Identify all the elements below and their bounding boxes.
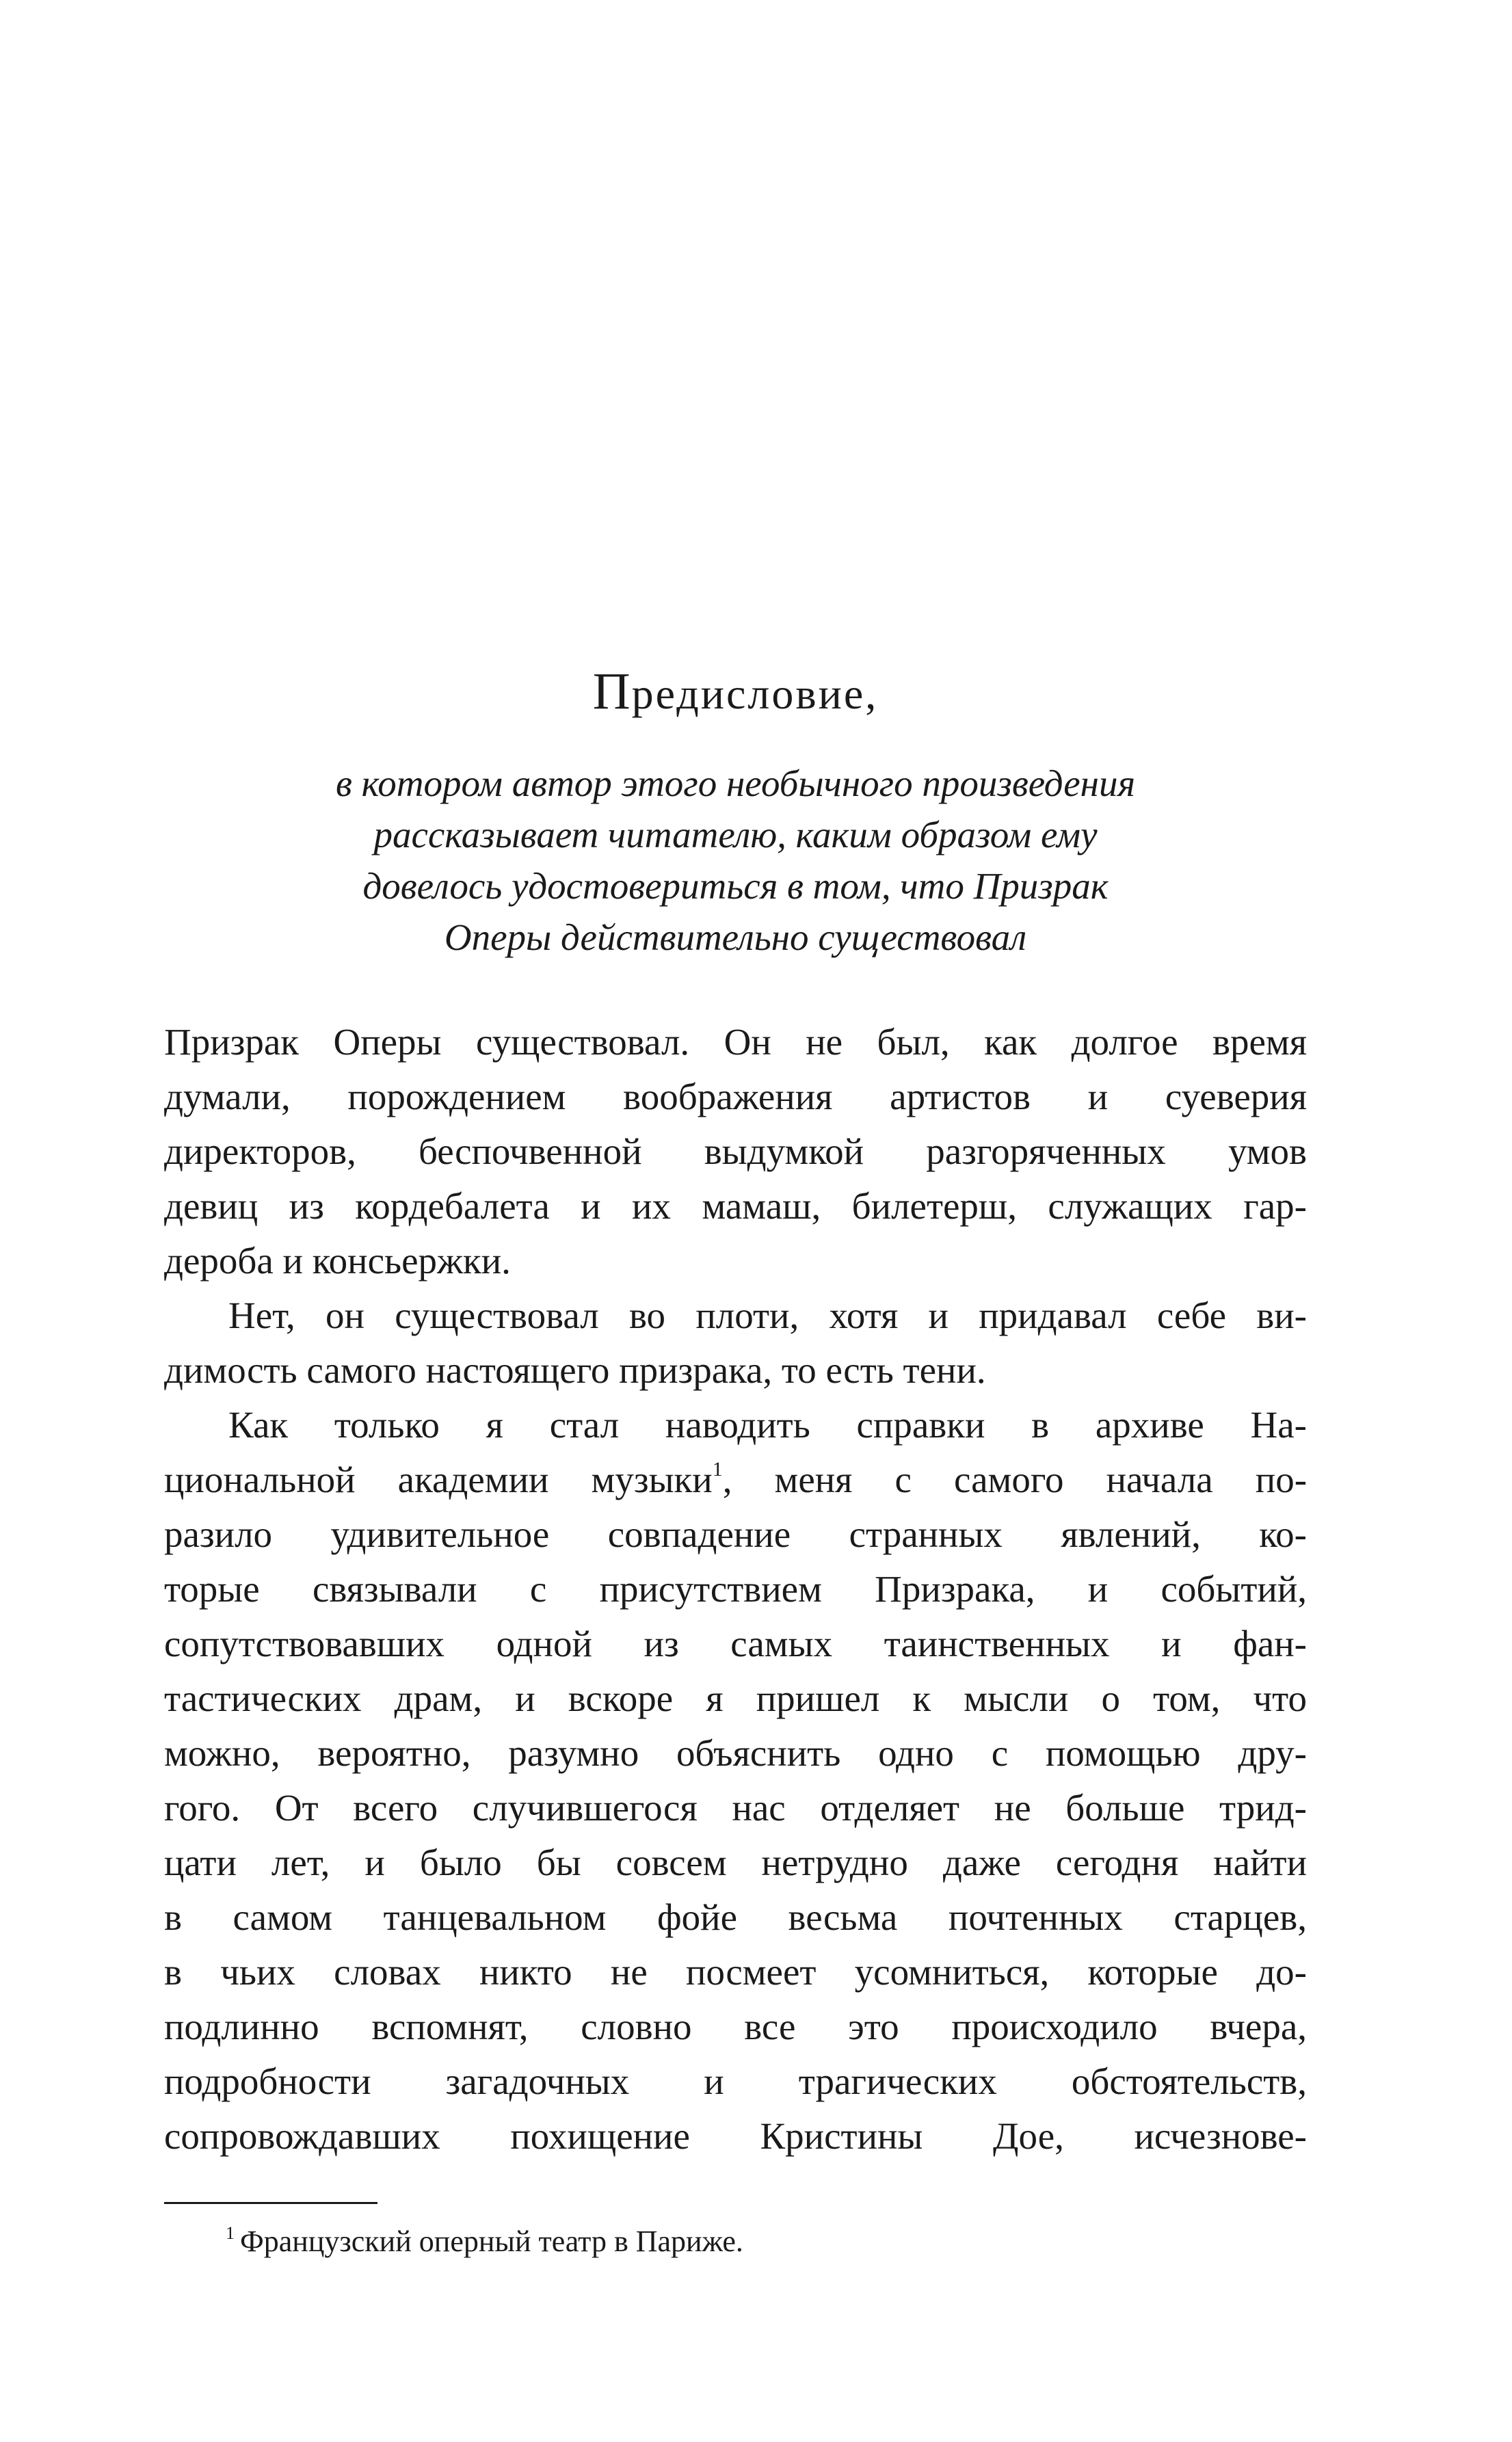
text-line: подлинно вспомнят, словно все это происходило вчера,	[164, 2006, 1307, 2047]
text-line: димость самого настоящего призрака, то есть тени.	[164, 1349, 986, 1391]
text-line: сопутствовавших одной из самых таинственных и фан-	[164, 1623, 1307, 1664]
text-line: гого. От всего случившегося нас отделяет не больше трид-	[164, 1787, 1307, 1829]
footnote	[226, 2221, 743, 2262]
footnote-number: 1	[226, 2223, 235, 2243]
text-line: дероба и консьержки.	[164, 1240, 511, 1282]
text-line: директоров, беспочвенной выдумкой разгоряченных умов	[164, 1130, 1307, 1172]
subtitle-line: рассказывает читателю, каким образом ему	[373, 814, 1098, 855]
text-line: Призрак Оперы существовал. Он не был, как долгое время	[164, 1021, 1307, 1063]
text-line: можно, вероятно, разумно объяснить одно с помощью дру-	[164, 1732, 1307, 1774]
text-line: Как только я стал наводить справки в архиве На-	[228, 1404, 1307, 1446]
text-line: в самом танцевальном фойе весьма почтенных старцев,	[164, 1896, 1307, 1938]
text-line: сопровождавших похищение Кристины Дое, исчезнове-	[164, 2115, 1307, 2157]
text-line: думали, порождением воображения артистов и суеверия	[164, 1076, 1307, 1117]
footnote-text: Французский оперный театр в Париже.	[240, 2225, 743, 2258]
chapter-title-initial: П	[592, 663, 632, 720]
subtitle-line: довелось удостовериться в том, что Призрак	[362, 865, 1109, 907]
text-line: подробности загадочных и трагических обстоятельств,	[164, 2060, 1307, 2102]
subtitle-line: Оперы действительно существовал	[444, 916, 1027, 958]
footnote-divider	[164, 2202, 377, 2204]
text-line: в чьих словах никто не посмеет усомниться, которые до-	[164, 1951, 1307, 1993]
text-line: цати лет, и было бы совсем нетрудно даже сегодня найти	[164, 1842, 1307, 1883]
text-line	[164, 1452, 1307, 1507]
chapter-subtitle	[164, 758, 1307, 963]
text-line: разило удивительное совпадение странных явлений, ко-	[164, 1513, 1307, 1555]
footnote-reference: 1	[712, 1458, 723, 1481]
text-fragment: циональной академии музыки	[164, 1459, 713, 1500]
text-fragment: , меня с самого начала по-	[722, 1459, 1308, 1500]
text-line: торые связывали с присутствием Призрака, и событий,	[164, 1568, 1307, 1610]
subtitle-line: в котором автор этого необычного произведения	[335, 762, 1136, 804]
text-line: тастических драм, и вскоре я пришел к мысли о том, что	[164, 1677, 1307, 1719]
body-text	[164, 1015, 1307, 2164]
chapter-title	[164, 661, 1307, 725]
text-line: Нет, он существовал во плоти, хотя и придавал себе ви-	[228, 1295, 1307, 1336]
chapter-title-rest: редисловие,	[631, 669, 879, 718]
text-line: девиц из кордебалета и их мамаш, билетерш, служащих гар-	[164, 1185, 1307, 1227]
